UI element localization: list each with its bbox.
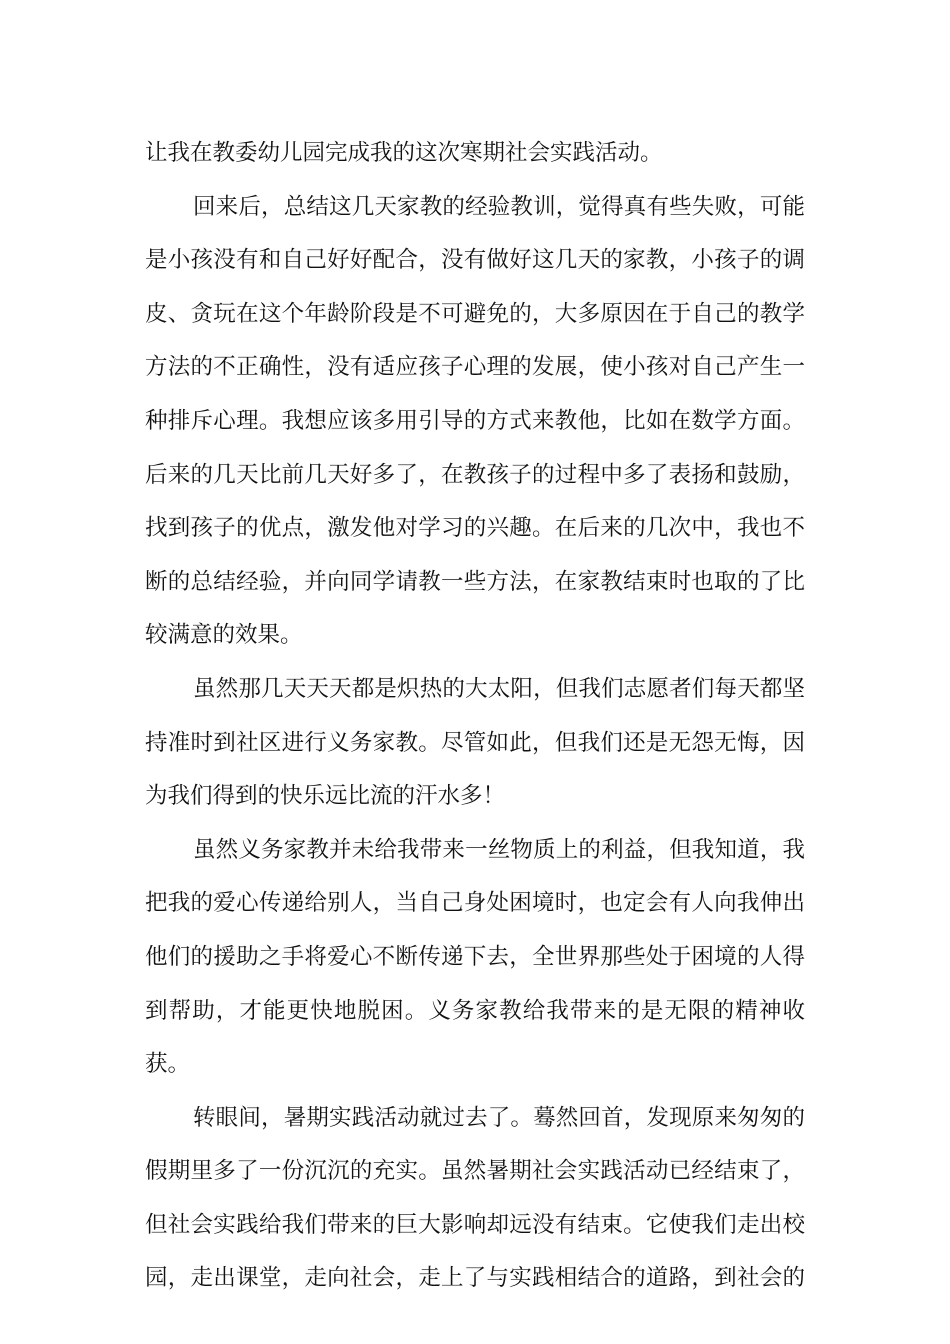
text-line: 园，走出课堂，走向社会，走上了与实践相结合的道路，到社会的	[145, 1265, 805, 1292]
paragraph-first-line: 虽然义务家教并未给我带来一丝物质上的利益，但我知道，我	[193, 836, 805, 863]
text-line: 种排斥心理。我想应该多用引导的方式来教他，比如在数学方面。	[145, 407, 805, 434]
text-line: 假期里多了一份沉沉的充实。虽然暑期社会实践活动已经结束了，	[145, 1158, 805, 1185]
text-line: 断的总结经验，并向同学请教一些方法，在家教结束时也取的了比	[145, 568, 805, 595]
text-line: 把我的爱心传递给别人，当自己身处困境时，也定会有人向我伸出	[145, 890, 805, 917]
text-line: 皮、贪玩在这个年龄阶段是不可避免的，大多原因在于自己的教学	[145, 300, 805, 327]
text-line: 方法的不正确性，没有适应孩子心理的发展，使小孩对自己产生一	[145, 354, 805, 381]
text-line: 到帮助，才能更快地脱困。义务家教给我带来的是无限的精神收	[145, 997, 805, 1024]
paragraph-first-line: 转眼间，暑期实践活动就过去了。蓦然回首，发现原来匆匆的	[193, 1104, 805, 1131]
paragraph-first-line: 虽然那几天天天都是炽热的大太阳，但我们志愿者们每天都坚	[193, 675, 805, 702]
text-line: 后来的几天比前几天好多了，在教孩子的过程中多了表扬和鼓励，	[145, 461, 805, 488]
paragraph-first-line: 回来后，总结这几天家教的经验教训，觉得真有些失败，可能	[193, 193, 805, 220]
text-line: 持准时到社区进行义务家教。尽管如此，但我们还是无怨无悔，因	[145, 729, 805, 756]
text-line: 他们的援助之手将爱心不断传递下去，全世界那些处于困境的人得	[145, 943, 805, 970]
text-line: 较满意的效果。	[145, 622, 303, 649]
document-body	[145, 127, 805, 1306]
text-line: 为我们得到的快乐远比流的汗水多！	[145, 783, 506, 810]
text-line: 但社会实践给我们带来的巨大影响却远没有结束。它使我们走出校	[145, 1211, 805, 1238]
text-line: 让我在教委幼儿园完成我的这次寒期社会实践活动。	[145, 140, 663, 166]
text-line: 找到孩子的优点，激发他对学习的兴趣。在后来的几次中，我也不	[145, 515, 805, 542]
text-line: 获。	[145, 1051, 191, 1078]
text-line: 是小孩没有和自己好好配合，没有做好这几天的家教，小孩子的调	[145, 247, 805, 274]
